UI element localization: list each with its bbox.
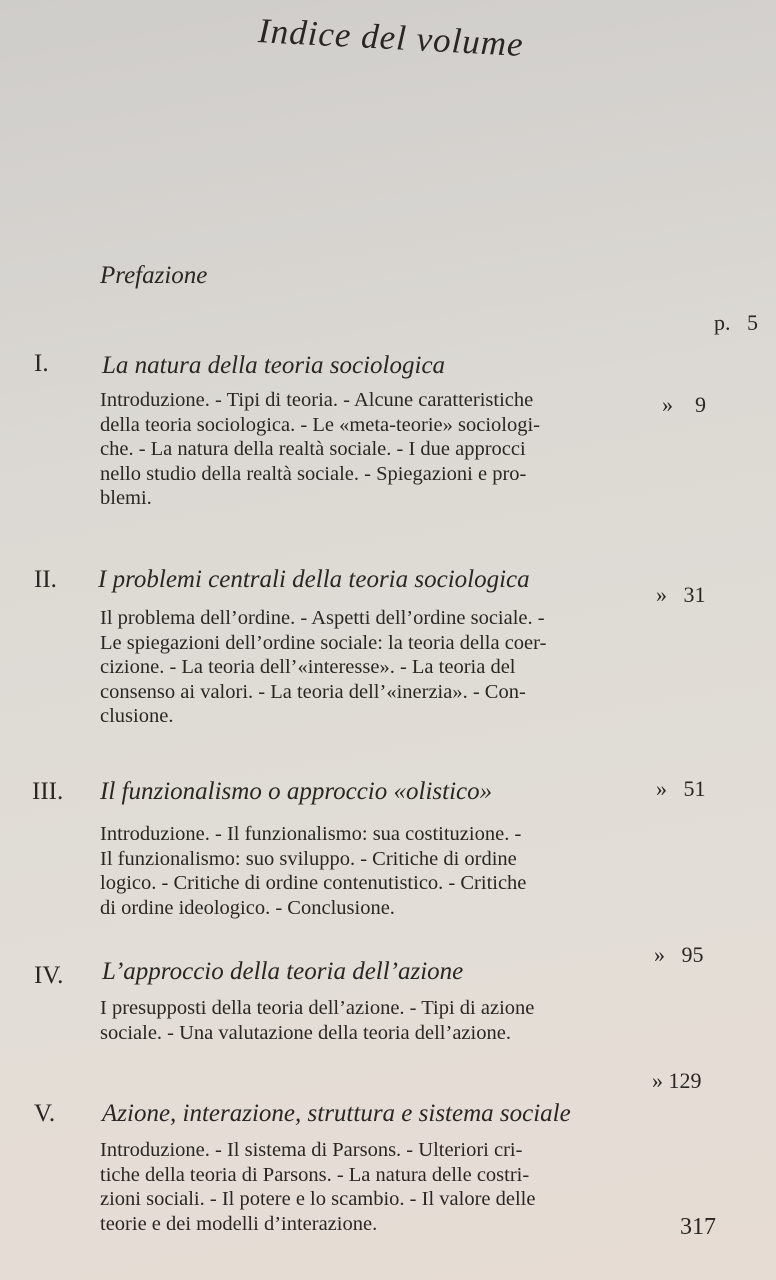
summary-line: che. - La natura della realtà sociale. - I due approcci	[100, 438, 526, 460]
page-number: 317	[680, 1214, 716, 1240]
chapter-title: La natura della teoria sociologica	[102, 352, 446, 379]
chapter-numeral: IV.	[34, 962, 64, 989]
chapter-page: » 129	[652, 1068, 702, 1093]
summary-line: consenso ai valori. - La teoria dell’«inerzia». - Con-	[100, 680, 526, 703]
summary-line: clusione.	[100, 705, 174, 727]
chapter-summary	[100, 996, 640, 1045]
summary-line: Il funzionalismo: suo sviluppo. - Critiche di ordine	[100, 847, 517, 870]
summary-line: logico. - Critiche di ordine contenutistico. - Critiche	[100, 872, 527, 894]
summary-line: cizione. - La teoria dell’«interesse». - La teoria del	[100, 656, 516, 678]
chapter-summary	[100, 388, 640, 511]
summary-line: tiche della teoria di Parsons. - La natura delle costri-	[100, 1163, 530, 1186]
chapter-summary	[100, 606, 640, 729]
chapter-title: L’approccio della teoria dell’azione	[102, 958, 464, 985]
chapter-page: » 51	[656, 776, 706, 801]
summary-line: teorie e dei modelli d’interazione.	[100, 1212, 378, 1235]
chapter-numeral: V.	[34, 1100, 56, 1127]
summary-line: Le spiegazioni dell’ordine sociale: la teoria della coer-	[100, 631, 547, 654]
summary-line: nello studio della realtà sociale. - Spiegazioni e pro-	[100, 462, 527, 485]
summary-line: Il problema dell’ordine. - Aspetti dell’ordine sociale. -	[100, 607, 545, 629]
summary-line: della teoria sociologica. - Le «meta-teorie» sociologi-	[100, 413, 541, 436]
chapter-summary	[100, 1138, 640, 1236]
page-title: Indice del volume	[257, 11, 525, 64]
chapter-page: » 31	[656, 582, 706, 607]
preface-title: Prefazione	[100, 262, 208, 289]
summary-line: Introduzione. - Tipi di teoria. - Alcune caratteristiche	[100, 389, 534, 411]
summary-line: Introduzione. - Il sistema di Parsons. - Ulteriori cri-	[100, 1139, 523, 1161]
chapter-title: Azione, interazione, struttura e sistema sociale	[102, 1100, 571, 1127]
chapter-title: I problemi centrali della teoria sociologica	[98, 566, 530, 593]
summary-line: zioni sociali. - Il potere e lo scambio. - Il valore delle	[100, 1188, 536, 1210]
summary-line: Introduzione. - Il funzionalismo: sua costituzione. -	[100, 823, 522, 845]
chapter-numeral: II.	[34, 566, 57, 593]
chapter-summary	[100, 822, 640, 920]
summary-line: di ordine ideologico. - Conclusione.	[100, 896, 395, 919]
summary-line: blemi.	[100, 487, 152, 509]
chapter-page: » 95	[654, 942, 704, 967]
chapter-title: Il funzionalismo o approccio «olistico»	[100, 778, 493, 805]
preface-page: p. 5	[714, 310, 758, 335]
chapter-numeral: I.	[34, 350, 49, 377]
chapter-page: » 9	[662, 392, 706, 417]
summary-line: I presupposti della teoria dell’azione. - Tipi di azione	[100, 997, 535, 1019]
summary-line: sociale. - Una valutazione della teoria dell’azione.	[100, 1021, 511, 1044]
chapter-numeral: III.	[32, 778, 64, 805]
